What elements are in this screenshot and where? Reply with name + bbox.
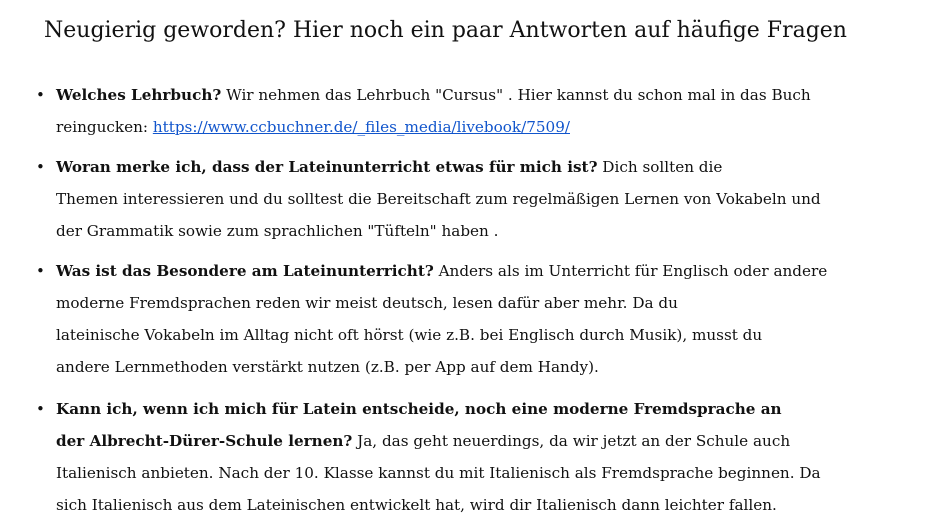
faq-answer: reingucken:: [56, 118, 153, 136]
bullet: •: [36, 262, 45, 280]
bullet: •: [36, 158, 45, 176]
faq-line: [56, 85, 811, 105]
faq-line: andere Lernmethoden verstärkt nutzen (z.B. per App auf dem Handy).: [56, 358, 599, 376]
faq-line: [56, 431, 790, 451]
faq-question: Kann ich, wenn ich mich für Latein entscheide, noch eine moderne Fremdsprache an: [56, 400, 782, 418]
faq-line: moderne Fremdsprachen reden wir meist deutsch, lesen dafür aber mehr. Da du: [56, 294, 678, 312]
faq-line: [56, 399, 782, 419]
faq-question: Welches Lehrbuch?: [56, 86, 222, 104]
faq-line: sich Italienisch aus dem Lateinischen entwickelt hat, wird dir Italienisch dann leichter fallen.: [56, 496, 777, 514]
faq-line: Themen interessieren und du solltest die Bereitschaft zum regelmäßigen Lernen von Vokabeln und: [56, 190, 821, 208]
page-title: Neugierig geworden? Hier noch ein paar Antworten auf häufige Fragen: [44, 18, 847, 43]
faq-line: [56, 117, 570, 137]
faq-line: lateinische Vokabeln im Alltag nicht oft hörst (wie z.B. bei Englisch durch Musik), musst du: [56, 326, 763, 344]
livebook-link[interactable]: https://www.ccbuchner.de/_files_media/livebook/7509/: [152, 118, 570, 136]
faq-line: [56, 261, 827, 281]
faq-answer: Anders als im Unterricht für Englisch oder andere: [433, 262, 828, 280]
faq-question: Was ist das Besondere am Lateinunterricht?: [56, 262, 434, 280]
faq-line: [56, 157, 722, 177]
bullet: •: [36, 86, 45, 104]
faq-question: der Albrecht-Dürer-Schule lernen?: [56, 432, 353, 450]
bullet: •: [36, 400, 45, 418]
faq-line: der Grammatik sowie zum sprachlichen "Tüfteln" haben .: [56, 222, 499, 240]
faq-answer: Ja, das geht neuerdings, da wir jetzt an der Schule auch: [352, 432, 791, 450]
faq-answer: Wir nehmen das Lehrbuch "Cursus" . Hier kannst du schon mal in das Buch: [221, 86, 811, 104]
faq-line: Italienisch anbieten. Nach der 10. Klasse kannst du mit Italienisch als Fremdsprache beginnen. Da: [56, 464, 821, 482]
faq-question: Woran merke ich, dass der Lateinunterricht etwas für mich ist?: [56, 158, 598, 176]
faq-answer: Dich sollten die: [597, 158, 723, 176]
